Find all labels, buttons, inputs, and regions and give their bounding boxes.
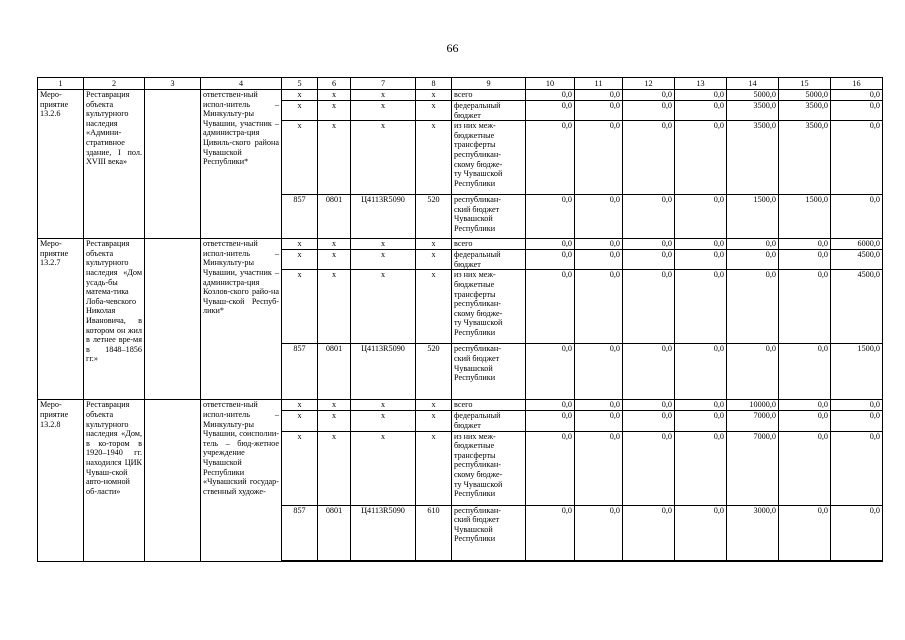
amount-cell: 0,0 xyxy=(675,344,727,400)
amount-cell: 0,0 xyxy=(526,270,575,344)
amount-cell: 0,0 xyxy=(575,400,623,411)
funding-source-cell: всего xyxy=(452,239,526,250)
amount-cell: 3000,0 xyxy=(727,505,779,561)
section-code-cell: x xyxy=(318,239,351,250)
target-article-cell: Ц4113R5090 xyxy=(351,344,416,400)
grbs-code-cell: x xyxy=(282,431,318,505)
amount-cell: 0,0 xyxy=(575,431,623,505)
target-article-cell: x xyxy=(351,101,416,121)
amount-cell: 0,0 xyxy=(779,431,831,505)
column-number-10: 10 xyxy=(526,78,575,90)
amount-cell: 0,0 xyxy=(623,250,675,270)
grbs-code-cell: x xyxy=(282,411,318,431)
section-code-cell: 0801 xyxy=(318,505,351,561)
expense-type-cell: 610 xyxy=(416,505,452,561)
grbs-code-cell: x xyxy=(282,270,318,344)
amount-cell: 0,0 xyxy=(575,239,623,250)
amount-cell: 0,0 xyxy=(675,400,727,411)
grbs-code-cell: x xyxy=(282,239,318,250)
amount-cell: 0,0 xyxy=(623,239,675,250)
amount-cell: 0,0 xyxy=(831,505,883,561)
amount-cell: 0,0 xyxy=(675,239,727,250)
target-article-cell: x xyxy=(351,239,416,250)
amount-cell: 0,0 xyxy=(675,270,727,344)
amount-cell: 0,0 xyxy=(526,411,575,431)
grbs-code-cell: x xyxy=(282,90,318,101)
column-number-row xyxy=(38,78,883,90)
amount-cell: 1500,0 xyxy=(831,344,883,400)
amount-cell: 3500,0 xyxy=(727,121,779,195)
amount-cell: 0,0 xyxy=(727,239,779,250)
column-number-12: 12 xyxy=(623,78,675,90)
amount-cell: 0,0 xyxy=(575,121,623,195)
funding-source-cell: республикан- ский бюджет Чувашской Республики xyxy=(452,195,526,239)
expense-type-cell: x xyxy=(416,400,452,411)
column-number-14: 14 xyxy=(727,78,779,90)
column-number-15: 15 xyxy=(779,78,831,90)
column-number-4: 4 xyxy=(201,78,282,90)
funding-source-cell: федеральный бюджет xyxy=(452,411,526,431)
grbs-code-cell: 857 xyxy=(282,344,318,400)
amount-cell: 0,0 xyxy=(675,101,727,121)
section-code-cell: x xyxy=(318,121,351,195)
target-article-cell: x xyxy=(351,121,416,195)
table-row xyxy=(38,400,883,411)
page-number: 66 xyxy=(446,41,459,55)
column-number-16: 16 xyxy=(831,78,883,90)
amount-cell: 0,0 xyxy=(831,431,883,505)
amount-cell: 0,0 xyxy=(675,195,727,239)
amount-cell: 0,0 xyxy=(623,344,675,400)
amount-cell: 0,0 xyxy=(779,411,831,431)
amount-cell: 0,0 xyxy=(779,344,831,400)
empty-cell xyxy=(145,239,201,400)
section-code-cell: x xyxy=(318,90,351,101)
expense-type-cell: x xyxy=(416,90,452,101)
amount-cell: 0,0 xyxy=(526,101,575,121)
funding-source-cell: федеральный бюджет xyxy=(452,250,526,270)
measure-cell: Меро- приятие 13.2.8 xyxy=(38,400,84,561)
column-number-5: 5 xyxy=(282,78,318,90)
executor-cell: ответствен-ный испол-нитель – Минкульту-ры Чувашии, соисполни-тель – бюд-жетное учреждение Чувашской Республики «Чувашский государ-ственный художе- xyxy=(201,400,282,561)
funding-source-cell: из них меж- бюджетные трансферты республикан- скому бюдже- ту Чувашской Республики xyxy=(452,121,526,195)
amount-cell: 0,0 xyxy=(831,101,883,121)
grbs-code-cell: 857 xyxy=(282,505,318,561)
table-row xyxy=(38,90,883,101)
amount-cell: 1500,0 xyxy=(779,195,831,239)
amount-cell: 0,0 xyxy=(779,250,831,270)
amount-cell: 0,0 xyxy=(779,505,831,561)
amount-cell: 10000,0 xyxy=(727,400,779,411)
amount-cell: 0,0 xyxy=(623,101,675,121)
amount-cell: 0,0 xyxy=(526,90,575,101)
column-number-7: 7 xyxy=(351,78,416,90)
amount-cell: 0,0 xyxy=(575,101,623,121)
target-article-cell: x xyxy=(351,400,416,411)
expense-type-cell: x xyxy=(416,250,452,270)
expense-type-cell: x xyxy=(416,121,452,195)
section-code-cell: x xyxy=(318,101,351,121)
section-code-cell: x xyxy=(318,431,351,505)
amount-cell: 0,0 xyxy=(623,431,675,505)
amount-cell: 0,0 xyxy=(575,411,623,431)
section-code-cell: 0801 xyxy=(318,344,351,400)
column-number-2: 2 xyxy=(84,78,145,90)
funding-source-cell: республикан- ский бюджет Чувашской Республики xyxy=(452,344,526,400)
amount-cell: 0,0 xyxy=(831,121,883,195)
funding-source-cell: из них меж- бюджетные трансферты республикан- скому бюдже- ту Чувашской Республики xyxy=(452,431,526,505)
amount-cell: 6000,0 xyxy=(831,239,883,250)
column-number-6: 6 xyxy=(318,78,351,90)
amount-cell: 0,0 xyxy=(526,431,575,505)
amount-cell: 5000,0 xyxy=(727,90,779,101)
empty-cell xyxy=(145,400,201,561)
amount-cell: 0,0 xyxy=(623,121,675,195)
amount-cell: 0,0 xyxy=(727,270,779,344)
executor-cell: ответствен-ный испол-нитель – Минкульту-ры Чувашии, участник – администра-ция Козлов-ского райо-на Чуваш-ской Респуб-лики* xyxy=(201,239,282,400)
amount-cell: 0,0 xyxy=(831,411,883,431)
funding-source-cell: всего xyxy=(452,90,526,101)
amount-cell: 7000,0 xyxy=(727,411,779,431)
object-cell: Реставрация объекта культурного наследия «Дом усадь-бы матема-тика Лоба-чевского Николая Ивановича, в котором он жил в летнее вре-мя в 1848–1856 гг.» xyxy=(84,239,145,400)
amount-cell: 0,0 xyxy=(526,344,575,400)
grbs-code-cell: 857 xyxy=(282,195,318,239)
object-cell: Реставрация объекта культурного наследия «Дом, в ко-тором в 1920–1940 гг. находился ЦИК Чуваш-ской авто-номной об-ласти» xyxy=(84,400,145,561)
column-number-3: 3 xyxy=(145,78,201,90)
amount-cell: 0,0 xyxy=(575,344,623,400)
grbs-code-cell: x xyxy=(282,121,318,195)
amount-cell: 3500,0 xyxy=(779,121,831,195)
section-code-cell: x xyxy=(318,400,351,411)
table-row xyxy=(38,239,883,250)
amount-cell: 0,0 xyxy=(831,400,883,411)
executor-cell: ответствен-ный испол-нитель – Минкульту-ры Чувашии, участник – администра-ция Цивиль-ского района Чувашской Республики* xyxy=(201,90,282,239)
column-number-9: 9 xyxy=(452,78,526,90)
target-article-cell: x xyxy=(351,250,416,270)
amount-cell: 0,0 xyxy=(675,90,727,101)
amount-cell: 0,0 xyxy=(575,270,623,344)
column-number-8: 8 xyxy=(416,78,452,90)
amount-cell: 0,0 xyxy=(623,195,675,239)
section-code-cell: x xyxy=(318,270,351,344)
amount-cell: 0,0 xyxy=(675,250,727,270)
column-number-13: 13 xyxy=(675,78,727,90)
amount-cell: 0,0 xyxy=(575,90,623,101)
amount-cell: 4500,0 xyxy=(831,270,883,344)
measure-cell: Меро- приятие 13.2.6 xyxy=(38,90,84,239)
expense-type-cell: x xyxy=(416,270,452,344)
amount-cell: 0,0 xyxy=(526,250,575,270)
funding-source-cell: республикан- ский бюджет Чувашской Республики xyxy=(452,505,526,561)
funding-source-cell: федеральный бюджет xyxy=(452,101,526,121)
amount-cell: 0,0 xyxy=(623,505,675,561)
section-code-cell: 0801 xyxy=(318,195,351,239)
amount-cell: 0,0 xyxy=(526,239,575,250)
amount-cell: 0,0 xyxy=(575,195,623,239)
empty-cell xyxy=(145,90,201,239)
target-article-cell: Ц4113R5090 xyxy=(351,195,416,239)
grbs-code-cell: x xyxy=(282,400,318,411)
measure-cell: Меро- приятие 13.2.7 xyxy=(38,239,84,400)
expense-type-cell: 520 xyxy=(416,344,452,400)
target-article-cell: x xyxy=(351,411,416,431)
amount-cell: 0,0 xyxy=(526,400,575,411)
expense-type-cell: x xyxy=(416,431,452,505)
amount-cell: 7000,0 xyxy=(727,431,779,505)
amount-cell: 0,0 xyxy=(623,90,675,101)
amount-cell: 0,0 xyxy=(727,344,779,400)
amount-cell: 0,0 xyxy=(623,400,675,411)
amount-cell: 0,0 xyxy=(675,411,727,431)
amount-cell: 0,0 xyxy=(623,411,675,431)
amount-cell: 0,0 xyxy=(675,431,727,505)
amount-cell: 1500,0 xyxy=(727,195,779,239)
grbs-code-cell: x xyxy=(282,250,318,270)
expense-type-cell: x xyxy=(416,101,452,121)
column-number-1: 1 xyxy=(38,78,84,90)
amount-cell: 0,0 xyxy=(779,239,831,250)
amount-cell: 0,0 xyxy=(526,195,575,239)
amount-cell: 0,0 xyxy=(831,195,883,239)
object-cell: Реставрация объекта культурного наследия «Админи-стративное здание, I пол. XVIII века» xyxy=(84,90,145,239)
amount-cell: 0,0 xyxy=(675,121,727,195)
amount-cell: 0,0 xyxy=(779,400,831,411)
amount-cell: 0,0 xyxy=(779,270,831,344)
column-number-11: 11 xyxy=(575,78,623,90)
target-article-cell: x xyxy=(351,431,416,505)
grbs-code-cell: x xyxy=(282,101,318,121)
amount-cell: 0,0 xyxy=(575,250,623,270)
amount-cell: 3500,0 xyxy=(779,101,831,121)
amount-cell: 5000,0 xyxy=(779,90,831,101)
amount-cell: 0,0 xyxy=(675,505,727,561)
target-article-cell: x xyxy=(351,90,416,101)
expense-type-cell: x xyxy=(416,411,452,431)
amount-cell: 0,0 xyxy=(831,90,883,101)
target-article-cell: Ц4113R5090 xyxy=(351,505,416,561)
amount-cell: 0,0 xyxy=(526,505,575,561)
budget-table xyxy=(37,77,883,562)
amount-cell: 4500,0 xyxy=(831,250,883,270)
expense-type-cell: x xyxy=(416,239,452,250)
target-article-cell: x xyxy=(351,270,416,344)
expense-type-cell: 520 xyxy=(416,195,452,239)
section-code-cell: x xyxy=(318,250,351,270)
amount-cell: 0,0 xyxy=(575,505,623,561)
section-code-cell: x xyxy=(318,411,351,431)
amount-cell: 0,0 xyxy=(623,270,675,344)
funding-source-cell: из них меж- бюджетные трансферты республикан- скому бюдже- ту Чувашской Республики xyxy=(452,270,526,344)
table-body xyxy=(38,78,883,562)
amount-cell: 0,0 xyxy=(727,250,779,270)
amount-cell: 3500,0 xyxy=(727,101,779,121)
funding-source-cell: всего xyxy=(452,400,526,411)
amount-cell: 0,0 xyxy=(526,121,575,195)
